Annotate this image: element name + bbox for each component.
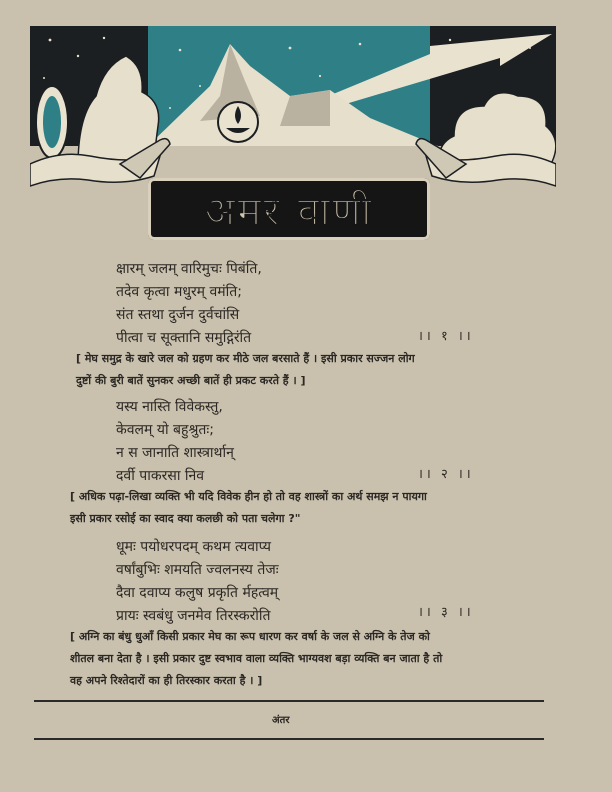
- verse-1-number: ।। १ ।।: [418, 329, 474, 344]
- verse-1: [116, 258, 262, 350]
- verse-2-line-4: दर्वी पाकरसा निव: [116, 468, 205, 484]
- verse-3: [116, 536, 279, 628]
- page-title-plate: [148, 178, 430, 240]
- verse-3-line-2: वर्षांबुभिः शमयति ज्वलनस्य तेजः: [116, 562, 279, 578]
- page-title: अमर वाणी: [204, 188, 374, 235]
- header-illustration: [30, 26, 556, 196]
- page-title-block: [148, 178, 430, 240]
- verse-1-line-1: क्षारम् जलम् वारिमुचः पिबंति,: [116, 261, 262, 277]
- verse-2-line-3: न स जानाति शास्त्रार्थान्: [116, 445, 234, 461]
- verse-3-gloss-line-1: [ अग्नि का बंधु धुआँ किसी प्रकार मेघ का रूप धारण कर वर्षा के जल से अग्नि के तेज को: [70, 630, 430, 643]
- verse-3-gloss-line-2: शीतल बना देता है । इसी प्रकार दुष्ट स्वभाव वाला व्यक्ति भाग्यवश बड़ा व्यक्ति बन जाता है तो: [70, 652, 443, 665]
- footer-rule-bottom: [34, 738, 544, 740]
- verse-1-line-2: तदेव कृत्वा मधुरम् वमंति;: [116, 284, 242, 300]
- verse-3-line-1: धूमः पयोधरपदम् कथम त्यवाप्य: [116, 539, 271, 555]
- verse-2: [116, 396, 234, 488]
- verse-1-line-3: संत स्तथा दुर्जन दुर्वचांसि: [116, 307, 240, 323]
- footer-rule-top: [34, 700, 544, 702]
- verse-3-gloss: [70, 626, 442, 692]
- verse-3-line-4: प्रायः स्वबंधु जनमेव तिरस्करोति: [116, 608, 271, 624]
- header-illustration-art: [30, 26, 556, 196]
- verse-1-gloss-line-1: [ मेघ समुद्र के खारे जल को ग्रहण कर मीठे जल बरसाते हैं । इसी प्रकार सज्जन लोग: [76, 352, 415, 365]
- footer-brand: अंतर: [272, 715, 290, 726]
- verse-3-line-3: दैवा दवाप्य कलुष प्रकृति र्महत्वम्: [116, 585, 279, 601]
- verse-1-gloss-line-2: दुष्टों की बुरी बातें सुनकर अच्छी बातें ही प्रकट करते हैं । ]: [76, 374, 306, 387]
- verse-1-line-4: पीत्वा च सूक्तानि समुद्गिरंति: [116, 330, 252, 346]
- verse-1-gloss: [76, 348, 415, 392]
- verse-3-number: ।। ३ ।।: [418, 605, 474, 620]
- verse-2-line-2: केवलम् यो बहुश्रुतः;: [116, 422, 214, 438]
- verse-2-gloss: [70, 486, 427, 530]
- verse-2-line-1: यस्य नास्ति विवेकस्तु,: [116, 399, 223, 415]
- verse-3-gloss-line-3: वह अपने रिश्तेदारों का ही तिरस्कार करता है । ]: [70, 674, 263, 687]
- verse-2-gloss-line-1: [ अधिक पढ़ा-लिखा व्यक्ति भी यदि विवेक हीन हो तो वह शास्त्रों का अर्थ समझ न पायगा: [70, 490, 427, 503]
- verse-2-number: ।। २ ।।: [418, 467, 474, 482]
- verse-2-gloss-line-2: इसी प्रकार रसोई का स्वाद क्या कलछी को पता चलेगा ?": [70, 512, 301, 525]
